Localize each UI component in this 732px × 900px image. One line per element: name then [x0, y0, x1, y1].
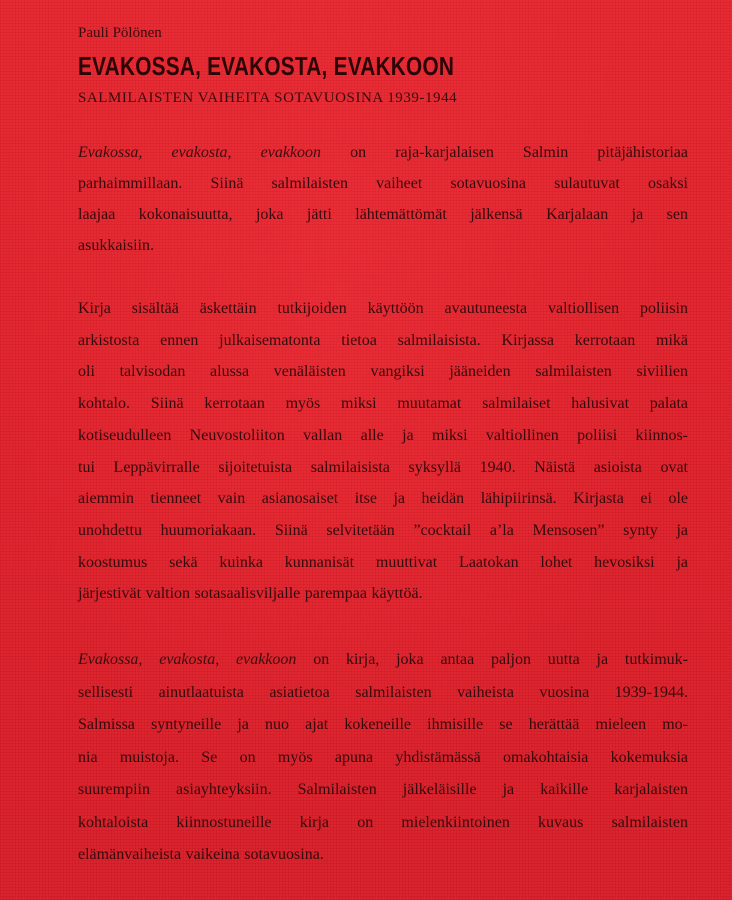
- book-title: EVAKOSSA, EVAKOSTA, EVAKKOON: [78, 51, 455, 81]
- blurb-line-text: on kirja, joka antaa paljon uutta ja tutkimuk-: [296, 651, 689, 668]
- blurb-line: kohtalo. Siinä kerrotaan myös miksi muutamat salmilaiset halusivat palata: [78, 395, 688, 413]
- blurb-line: [78, 137, 688, 168]
- blurb-line-text: on raja-karjalaisen Salmin pitäjähistoriaa: [321, 144, 688, 161]
- blurb-line: kotiseudulleen Neuvostoliiton vallan alle ja miksi valtiollinen poliisi kiinnos-: [78, 426, 688, 444]
- blurb-line: nia muistoja. Se on myös apuna yhdistämässä omakohtaisia kokemuksia: [78, 748, 688, 766]
- italic-title-reference: Evakossa, evakosta, evakkoon: [78, 144, 322, 161]
- blurb-paragraph-1: [78, 137, 688, 261]
- blurb-line: parhaimmillaan. Siinä salmilaisten vaiheet sotavuosina sulautuvat osaksi: [78, 175, 688, 192]
- italic-title-reference: Evakossa, evakosta, evakkoon: [78, 651, 297, 668]
- blurb-line: kohtaloista kiinnostuneille kirja on mielenkiintoinen kuvaus salmilaisten: [78, 813, 688, 831]
- blurb-line: unohdettu huumoriakaan. Siinä selvitetään ”cocktail a’la Mensosen” synty ja: [78, 521, 688, 539]
- blurb-line: Kirja sisältää äskettäin tutkijoiden käyttöön avautuneesta valtiollisen poliisin: [78, 300, 688, 317]
- blurb-line: aiemmin tienneet vain asianosaiset itse ja heidän lähipiirinsä. Kirjasta ei ole: [78, 490, 688, 508]
- blurb-line: koostumus sekä kuinka kunnanisät muuttivat Laatokan lohet hevosiksi ja: [78, 553, 688, 571]
- blurb-line: elämänvaiheista vaikeina sotavuosina.: [78, 846, 324, 863]
- blurb-line: laajaa kokonaisuutta, joka jätti lähtemättömät jälkensä Karjalaan ja sen: [78, 206, 688, 223]
- blurb-paragraph-3: [78, 644, 688, 872]
- blurb-line: arkistosta ennen julkaisematonta tietoa salmilaisista. Kirjassa kerrotaan mikä: [78, 331, 688, 349]
- blurb-line: asukkaisiin.: [78, 237, 154, 254]
- blurb-line: suurempiin asiayhteyksiin. Salmilaisten jälkeläisille ja kaikille karjalaisten: [78, 781, 688, 798]
- blurb-line: oli talvisodan alussa venäläisten vangiksi jääneiden salmilaisten siviilien: [78, 363, 688, 381]
- author-name: Pauli Pölönen: [78, 25, 162, 41]
- blurb-line: sellisesti ainutlaatuista asiatietoa salmilaisten vaiheista vuosina 1939-1944.: [78, 683, 688, 701]
- blurb-line: Salmissa syntyneille ja nuo ajat kokeneille ihmisille se herättää mieleen mo-: [78, 716, 688, 733]
- book-subtitle: SALMILAISTEN VAIHEITA SOTAVUOSINA 1939-1944: [78, 90, 458, 106]
- blurb-paragraph-2: [78, 293, 688, 610]
- blurb-line: [78, 644, 688, 677]
- blurb-line: järjestivät valtion sotasaalisviljalle parempaa käyttöä.: [78, 585, 423, 603]
- blurb-line: tui Leppävirralle sijoitetuista salmilaisista syksyllä 1940. Näistä asioista ovat: [78, 458, 688, 476]
